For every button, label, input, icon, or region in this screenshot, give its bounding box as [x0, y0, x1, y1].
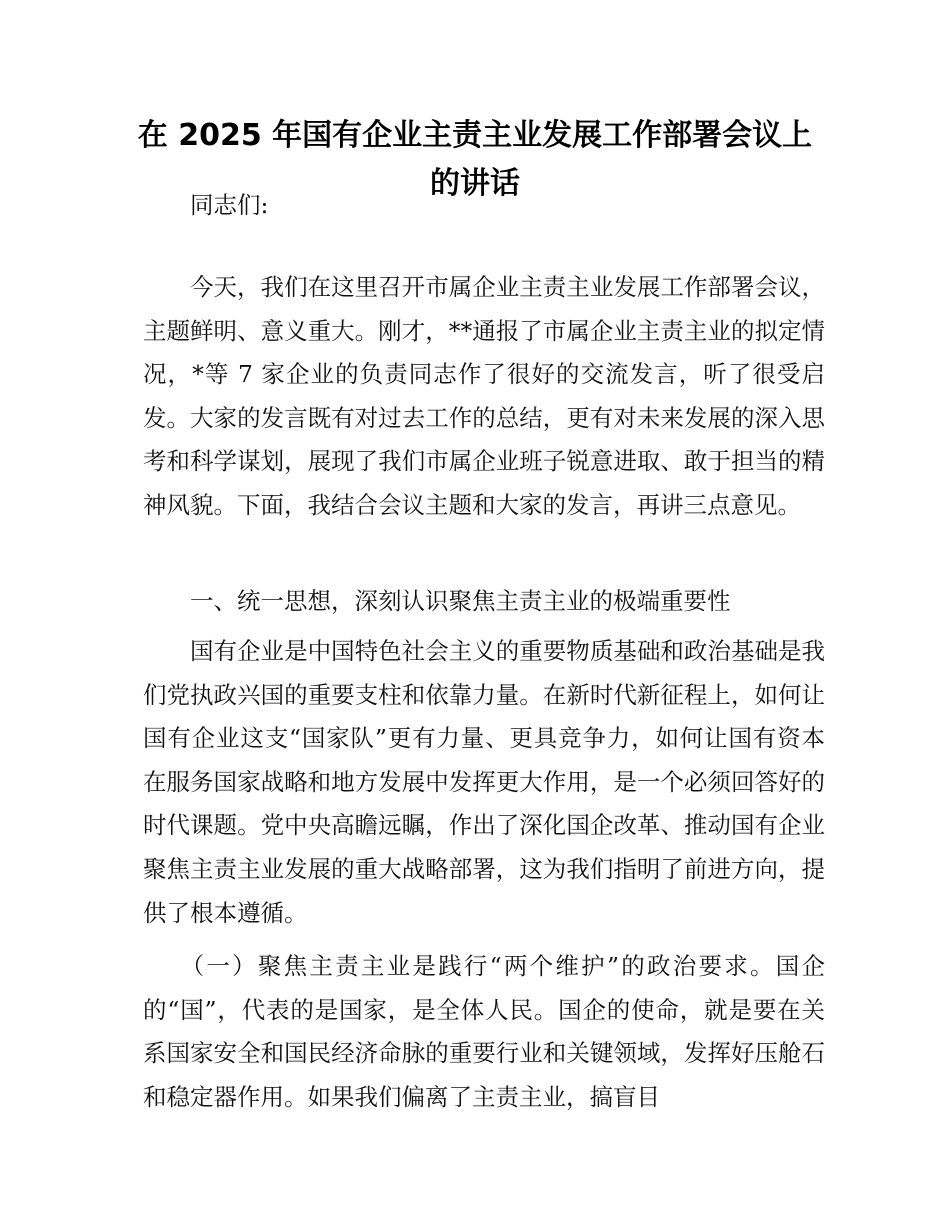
- document-title: 在 2025 年国有企业主责主业发展工作部署会议上的讲话: [137, 118, 813, 201]
- paragraph-subsection-1: （一）聚焦主责主业是践行“两个维护”的政治要求。国企的“国”，代表的是国家，是全体人民。国企的使命，就是要在关系国家安全和国民经济命脉的重要行业和关键领域，发挥好压舱石和稳定器作用。如果我们偏离了主责主业，搞盲目: [143, 952, 825, 1111]
- paragraph-section-1: 国有企业是中国特色社会主义的重要物质基础和政治基础是我们党执政兴国的重要支柱和依靠力量。在新时代新征程上，如何让国有企业这支“国家队”更有力量、更具竞争力，如何让国有资本在服务国家战略和地方发展中发挥更大作用，是一个必须回答好的时代课题。党中央高瞻远瞩，作出了深化国企改革、推动国有企业聚焦主责主业发展的重大战略部署，这为我们指明了前进方向，提供了根本遵循。: [143, 637, 825, 927]
- section-heading-1: 一、统一思想，深刻认识聚焦主责主业的极端重要性: [190, 587, 731, 615]
- paragraph-opening: 今天，我们在这里召开市属企业主责主业发展工作部署会议，主题鲜明、意义重大。刚才，**通报了市属企业主责主业的拟定情况，*等 7 家企业的负责同志作了很好的交流发言，听了很受启发。大家的发言既有对过去工作的总结，更有对未来发展的深入思考和科学谋划，展现了我们市属企业班子锐意进取、敢于担当的精神风貌。下面，我结合会议主题和大家的发言，再讲三点意见。: [143, 273, 825, 519]
- greeting: 同志们:: [190, 191, 269, 219]
